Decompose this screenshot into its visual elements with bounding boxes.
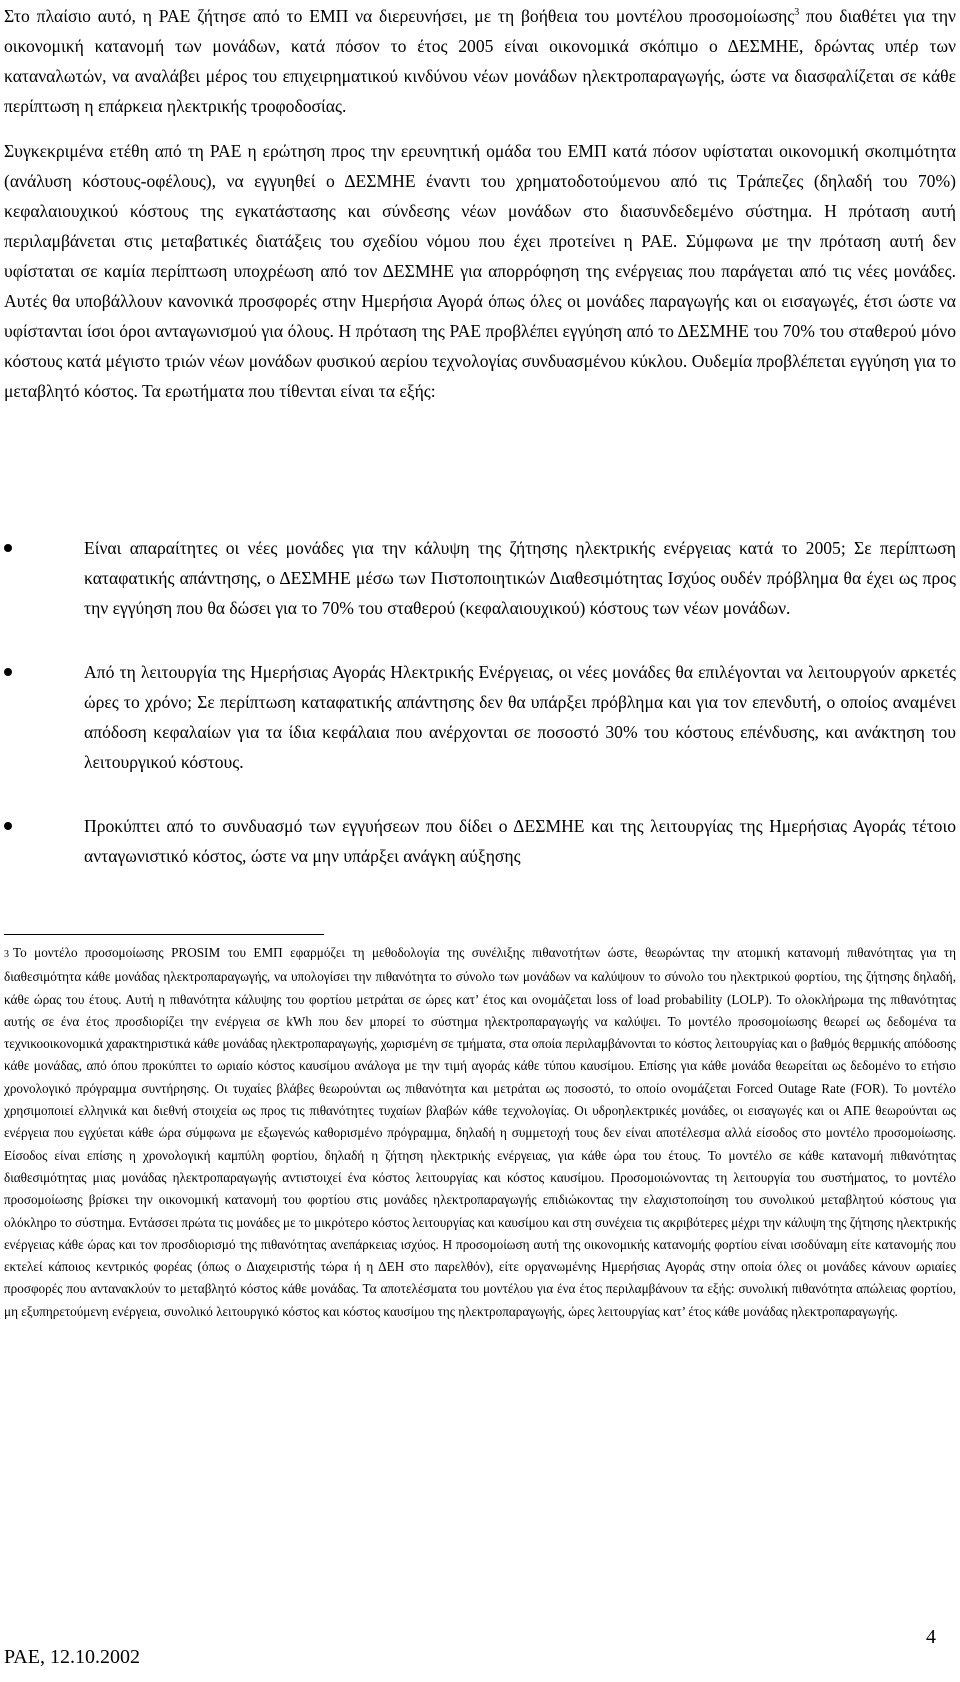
footnote-reference[interactable]: 3 bbox=[794, 7, 800, 19]
footnote-text: Το μοντέλο προσομοίωσης PROSIM του ΕΜΠ εφαρμόζει τη μεθοδολογία της συνέλιξης πιθανοτήτων ώστε, θεωρώντας την ατομική κατανομή πιθανότητας για τη διαθεσιμότητα κάθε μονάδας ηλεκτροπαραγωγής, να υπολογίσει την πιθανότητα το σύνολο των μονάδων να καλύψουν το σύνολο του ηλεκτρικού φορτίου, της ζήτησης δηλαδή, κάθε ώρας του έτους. Αυτή η πιθανότητα κάλυψης του φορτίου μετράται σε ώρες κατ’ έτος και ονομάζεται loss of load probability (LOLP). Το ολοκλήρωμα της πιθανότητας αυτής σε ένα έτος προσδιορίζει την ενέργεια σε kWh που δεν μπορεί το σύστημα ηλεκτροπαραγωγής να καλύψει. Το μοντέλο προσομοίωσης θεωρεί ως δεδομένα τα τεχνικοοικονομικά χαρακτηριστικά κάθε μονάδας ηλεκτροπαραγωγής, χωρισμένη σε τμήματα, στα οποία περιλαμβάνονται το κόστος λειτουργίας και ο βαθμός θερμικής απόδοσης κάθε μονάδας, από όπου προκύπτει το ωριαίο κόστος καυσίμου ανάλογα με την τιμή αγοράς κάθε τύπου καυσίμου. Επίσης για κάθε μονάδα θεωρείται ως δεδομένο το ετήσιο χρονολογικό πρόγραμμα συντήρησης. Οι τυχαίες βλάβες θεωρούνται ως πιθανότητα και μετράται ως ποσοστό, το οποίο ονομάζεται Forced Outage Rate (FOR). Το μοντέλο χρησιμοποιεί ελληνικά και διεθνή στοιχεία ως προς τις πιθανότητες τυχαίων βλαβών κάθε τεχνολογίας. Οι υδροηλεκτρικές μονάδες, οι εισαγωγές και οι ΑΠΕ θεωρούνται ως ενέργεια που εγχύεται κάθε ώρα σύμφωνα με εξωγενώς καθορισμένο πρόγραμμα, δηλαδή η συμμετοχή τους δεν είναι αποτέλεσμα αλλά είσοδος στο μοντέλο προσομοίωσης. Είσοδος είναι επίσης η χρονολογική καμπύλη φορτίου, δηλαδή η ζήτηση ηλεκτρικής ενέργειας, για κάθε ώρα του έτους. Το μοντέλο σε κάθε κατανομή πιθανότητας διαθεσιμότητας μιας μονάδας ηλεκτροπαραγωγής αντιστοιχεί ένα κόστος λειτουργίας και κόστος καυσίμου. Προσομοιώνοντας τη λειτουργία του συστήματος, το μοντέλο προσομοίωσης βρίσκει την οικονομική κατανομή του φορτίου στις μονάδες ηλεκτροπαραγωγής επιδιώκοντας την ελαχιστοποίηση του συνολικού μεταβλητού κόστους για ολόκληρο το σύστημα. Εντάσσει πρώτα τις μονάδες με το μικρότερο κόστος λειτουργίας και καυσίμου και στη συνέχεια τις ακριβότερες μέχρι την κάλυψη της ζήτησης ηλεκτρικής ενέργειας κάθε ώρας και τον προσδιορισμό της πιθανότητας ανεπάρκειας ισχύος. Η προσομοίωση αυτή της οικονομικής κατανομής φορτίου είναι ισοδύναμη είτε κατανομής που εκτελεί κάποιος κεντρικός φορέας (όπως ο Διαχειριστής τώρα ή η ΔΕΗ στο παρελθόν), είτε οργανωμένης Ημερήσιας Αγοράς στην οποία όλες οι μονάδες κάνουν ωριαίες προσφορές που αντανακλούν το μεταβλητό κόστος κάθε μονάδας. Τα αποτελέσματα του μοντέλου για ένα έτος περιλαμβάνουν τα εξής: συνολική πιθανότητα απώλειας φορτίου, μη εξυπηρετούμενη ενέργεια, συνολικό λειτουργικό κόστος και κόστος καυσίμου της ηλεκτροπαραγωγής, ώρες λειτουργίας κατ’ έτος κάθε μονάδας ηλεκτροπαραγωγής. bbox=[4, 945, 956, 1319]
list-item-text: Προκύπτει από το συνδυασμό των εγγυήσεων που δίδει ο ΔΕΣΜΗΕ και της λειτουργίας της Ημερήσιας Αγοράς τέτοιο ανταγωνιστικό κόστος, ώστε να μην υπάρξει ανάγκη αύξησης bbox=[84, 816, 956, 866]
list-item bbox=[4, 811, 956, 871]
footnote-number: 3 bbox=[4, 949, 9, 960]
footnote-separator bbox=[4, 934, 324, 935]
intro-text-start: Στο πλαίσιο αυτό, η ΡΑΕ ζήτησε από το ΕΜΠ να διερευνήσει, με τη βοήθεια του μοντέλου προσομοίωσης bbox=[4, 6, 795, 26]
questions-paragraph: Συγκεκριμένα ετέθη από τη ΡΑΕ η ερώτηση προς την ερευνητική ομάδα του ΕΜΠ κατά πόσον υφίσταται οικονομική σκοπιμότητα (ανάλυση κόστους-οφέλους), να εγγυηθεί ο ΔΕΣΜΗΕ έναντι του χρηματοδοτούμενου από τις Τράπεζες (δηλαδή του 70%) κεφαλαιουχικού κόστους της εγκατάστασης και σύνδεσης νέων μονάδων στο διασυνδεδεμένο σύστημα. Η πρόταση αυτή περιλαμβάνεται στις μεταβατικές διατάξεις του σχεδίου νόμου που έχει προτείνει η ΡΑΕ. Σύμφωνα με την πρόταση αυτή δεν υφίσταται σε καμία περίπτωση υποχρέωση από τον ΔΕΣΜΗΕ για απορρόφηση της ενέργειας που παράγεται από τις νέες μονάδες. Αυτές θα υποβάλλουν κανονικά προσφορές στην Ημερήσια Αγορά όπως όλες οι μονάδες παραγωγής και οι εισαγωγές, έτσι ώστε να υφίστανται ίσοι όροι ανταγωνισμού για όλους. Η πρόταση της ΡΑΕ προβλέπει εγγύηση από το ΔΕΣΜΗΕ του 70% του σταθερού μόνο κόστους κατά μέγιστο τριών νέων μονάδων φυσικού αερίου τεχνολογίας συνδυασμένου κύκλου. Ουδεμία προβλέπεται εγγύηση για το μεταβλητό κόστος. Τα ερωτήματα που τίθενται είναι τα εξής: bbox=[4, 141, 956, 401]
page-number: 4 bbox=[926, 1626, 936, 1648]
bullet-icon bbox=[4, 544, 12, 552]
intro-paragraph bbox=[4, 1, 956, 121]
bullet-icon bbox=[4, 668, 12, 676]
footer-date: ΡΑΕ, 12.10.2002 bbox=[4, 1646, 140, 1668]
footnote bbox=[4, 942, 956, 1323]
list-item-text: Από τη λειτουργία της Ημερήσιας Αγοράς Ηλεκτρικής Ενέργειας, οι νέες μονάδες θα επιλέγονται να λειτουργούν αρκετές ώρες το χρόνο; Σε περίπτωση καταφατικής απάντησης δεν θα υπάρξει πρόβλημα και για τον επενδυτή, ο οποίος αναμένει απόδοση κεφαλαίων για τα ίδια κεφάλαια που ανέρχονται σε ποσοστό 30% του κόστους επένδυσης, και ανάκτηση του λειτουργικού κόστους. bbox=[84, 662, 956, 772]
list-item bbox=[4, 657, 956, 777]
bullet-icon bbox=[4, 822, 12, 830]
list-item bbox=[4, 533, 956, 623]
question-list bbox=[4, 533, 956, 905]
list-item-text: Είναι απαραίτητες οι νέες μονάδες για την κάλυψη της ζήτησης ηλεκτρικής ενέργειας κατά το 2005; Σε περίπτωση καταφατικής απάντησης, ο ΔΕΣΜΗΕ μέσω των Πιστοποιητικών Διαθεσιμότητας Ισχύος ουδέν πρόβλημα θα έχει ως προς την εγγύηση που θα δώσει για το 70% του σταθερού (κεφαλαιουχικού) κόστους των νέων μονάδων. bbox=[84, 538, 956, 618]
intro-text-end: που διαθέτει για την οικονομική κατανομή των μονάδων, κατά πόσον το έτος 2005 είναι οικονομικά σκόπιμο ο ΔΕΣΜΗΕ, δρώντας υπέρ των καταναλωτών, να αναλάβει μέρος του επιχειρηματικού κινδύνου νέων μονάδων ηλεκτροπαραγωγής, ώστε να διασφαλίζεται σε κάθε περίπτωση η επάρκεια ηλεκτρικής τροφοδοσίας. bbox=[4, 6, 956, 116]
